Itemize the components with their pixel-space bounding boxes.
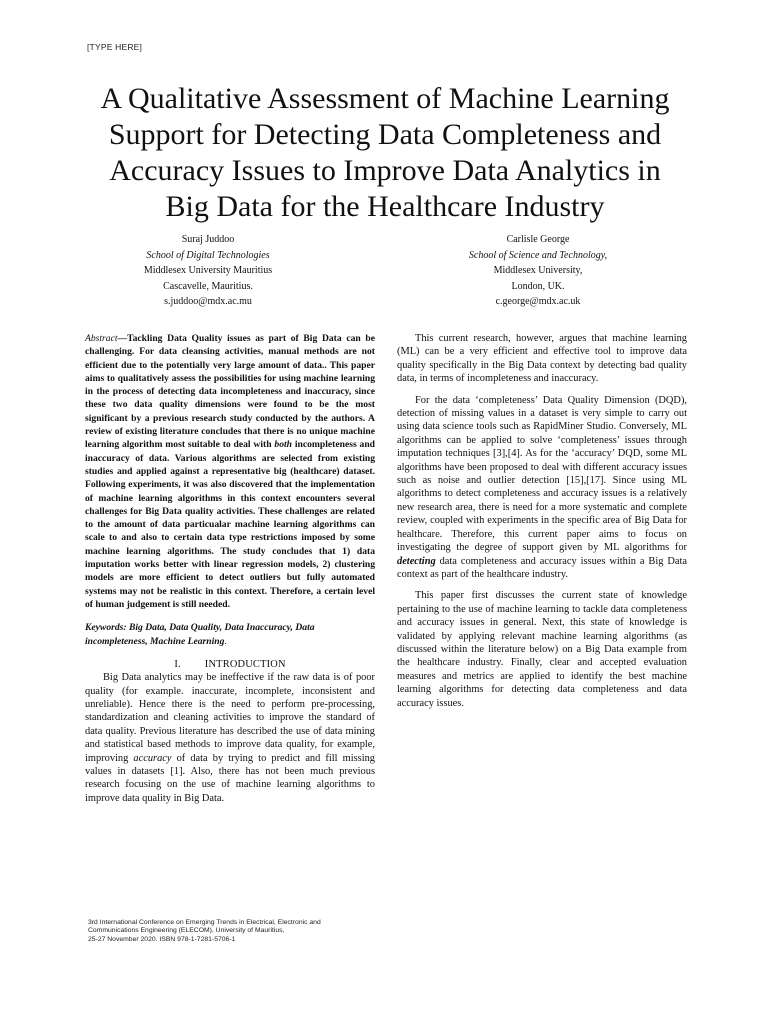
keywords [85,621,375,648]
intro-paragraph: This current research, however, argues that machine learning (ML) can be a very efficient and effective tool to improve data quality specifically in the Big Data context by detecting bad quality data, in terms of incompleteness and inaccuracy. [397,333,687,385]
section-number: I. [174,658,181,670]
author-block-2 [418,232,658,310]
right-column [397,332,687,710]
author-institution: Middlesex University, [493,265,583,277]
author-location: London, UK. [511,280,565,292]
abstract-text: Tackling Data Quality issues as part of Big Data can be challenging. For data cleansing activities, manual methods are not efficient due to the potentially very large amount of data.. This paper aims to qualitatively assess the possibilities for using machine learning in the process of detecting data incompleteness and inaccuracy, since these two data quality dimensions were found to be the most significant by a previous research study conducted by the authors. A review of existing literature concludes that there is no unique machine learning algorithm most suitable to deal with [85,333,375,451]
intro-paragraph: This paper first discusses the current state of knowledge pertaining to the use of machine learning to tackle data completeness and accuracy issues in general. Next, this state of knowledge is validated by applying relevant machine learning algorithms (as discussed within the literature below) on a Big Data example from the healthcare industry. Finally, clear and accepted evaluation measures and metrics are applied to identify the best machine learning algorithms for detecting data completeness and data accuracy issues. [397,590,687,709]
keywords-text: Keywords: Big Data, Data Quality, Data Inaccuracy, Data incompleteness, Machine Learning [85,622,315,647]
author-email[interactable]: c.george@mdx.ac.uk [495,296,581,308]
intro-paragraph [85,671,375,805]
paper-title [60,81,710,225]
footnote-line: Communications Engineering (ELECOM), University of Mauritius, [88,927,285,935]
author-email[interactable]: s.juddoo@mdx.ac.mu [164,296,252,308]
header-tag: [TYPE HERE] [87,42,143,52]
conference-footnote [88,919,388,944]
footnote-line: 3rd International Conference on Emerging Trends in Electrical, Electronic and [88,919,321,926]
abstract [85,332,375,611]
section-heading [85,658,375,671]
paragraph-emphasis: accuracy [133,752,172,764]
abstract-lead: Abstract [85,333,118,344]
author-name: Suraj Juddoo [181,234,235,245]
intro-paragraph [397,394,687,582]
abstract-dash: — [117,333,128,344]
title-line: Accuracy Issues to Improve Data Analytics in [109,154,661,187]
author-block-1 [88,232,328,310]
paragraph-text: of data by trying to predict and fill missing values in datasets [1]. Also, there has not been much previous research focusing on the use of machine learning algorithms to improve data quality in Big Data. [85,752,375,804]
author-location: Cascavelle, Mauritius. [163,280,253,292]
author-name: Carlisle George [506,234,570,245]
title-line: Big Data for the Healthcare Industry [165,190,605,223]
paragraph-emphasis: detecting [397,555,436,567]
author-affiliation: School of Science and Technology, [468,249,608,261]
abstract-emphasis: both [274,439,293,451]
paragraph-text: Big Data analytics may be ineffective if the raw data is of poor quality (for example. inaccurate, incomplete, inconsistent and unreliable). Hence there is the need to perform pre-processing, standardization and cleaning activities to improve the standard of data quality. Previous literature has described the use of data mining and statistical based methods to improve data quality, for example, improving [85,672,375,764]
footnote-line: 25-27 November 2020. ISBN 978-1-7281-5706-1 [88,935,236,943]
title-line: Support for Detecting Data Completeness and [108,118,662,151]
author-institution: Middlesex University Mauritius [143,265,273,277]
author-affiliation: School of Digital Technologies [146,249,270,261]
title-line: A Qualitative Assessment of Machine Learning [100,82,670,115]
abstract-text: incompleteness and inaccuracy of data. Various algorithms are selected from existing studies and applied against a representative big (healthcare) dataset. Following experiments, it was also discovered that the implementation of machine learning algorithms in this context encounters several challenges for Big Data quality activities. These challenges are related to the amount of data particualar machine learning algorithms can scale to and also to certain data type restrictions imposed by some machine learning algorithms. The study concludes that 1) data imputation works better with linear regression models, 2) clustering models are more efficient to detect outliers but fully automated systems may not be realistic in this context. Therefore, a certain level of human judgement is still needed. [85,439,375,610]
paragraph-text: data completeness and accuracy issues within a Big Data context as part of the healthcare industry. [397,555,687,580]
left-column [85,332,375,805]
keywords-end: . [224,635,227,647]
section-title: INTRODUCTION [204,658,286,670]
paragraph-text: For the data ‘completeness’ Data Quality Dimension (DQD), detection of missing values in a dataset is very simple to carry out using data science tools such as RapidMiner Studio. Conversely, ML algorithms can be applied to solve ‘completeness’ issues through imputation techniques [3],[4]. As for the ‘accuracy’ DQD, some ML algorithms have been proposed to deal with different accuracy issues such as noise and outlier detection [15],[17]. Since using ML algorithms to detect completeness and accuracy issues is a relatively new research area, there is need for a more systematic and complete review, coupled with experiments in the specific area of Big Data for healthcare. Therefore, this current paper aims to focus on investigating the degree of support given by ML algorithms for [397,394,687,554]
